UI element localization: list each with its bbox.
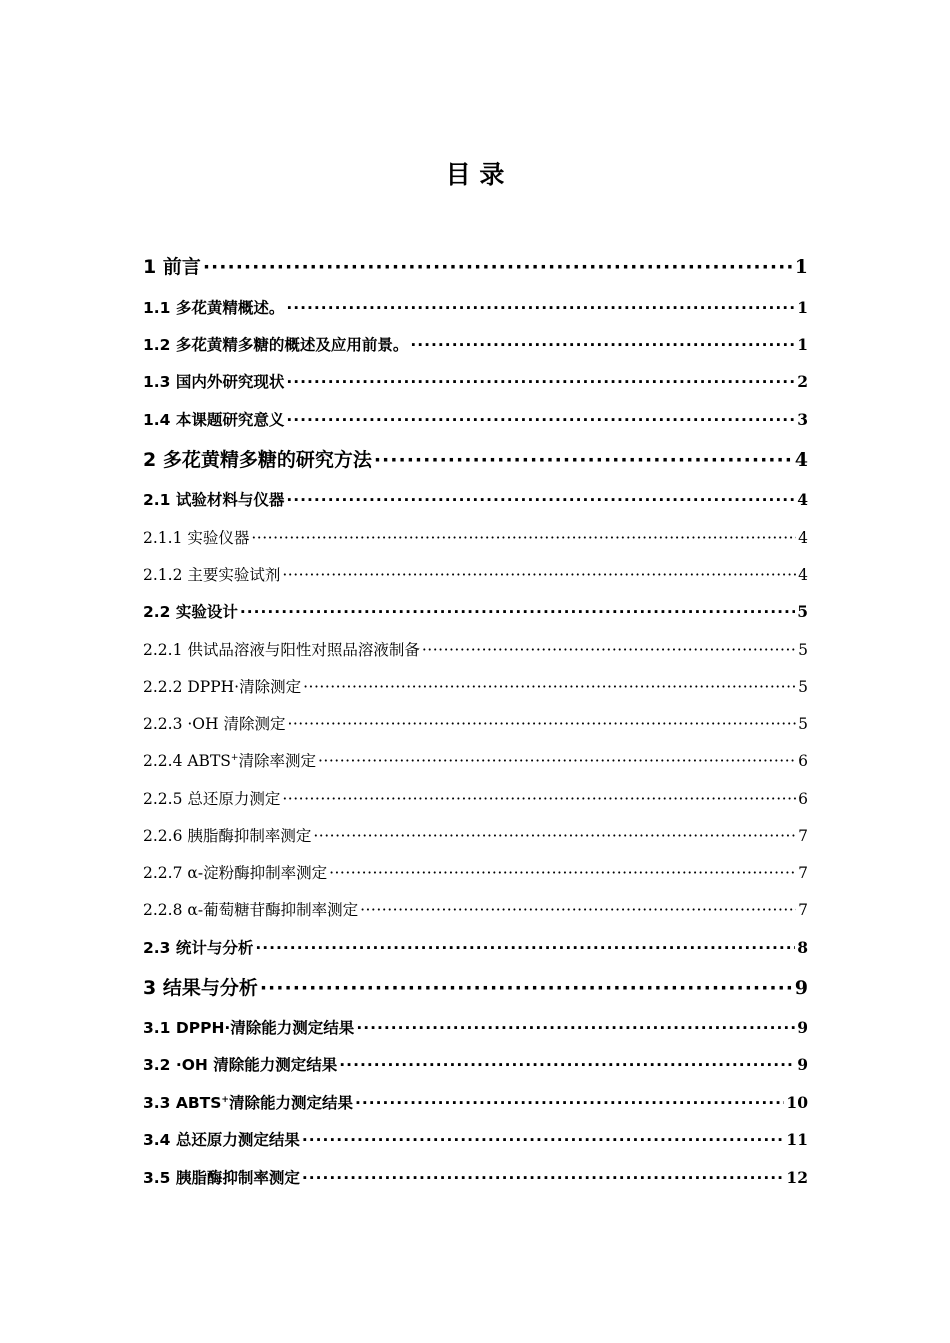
toc-entry-page: 5: [798, 715, 808, 733]
toc-entry-label: 3 结果与分析: [143, 977, 258, 999]
toc-entry-page: 11: [786, 1130, 808, 1149]
dot-leader: [282, 566, 796, 584]
toc-entry-label: 2.2.5 总还原力测定: [143, 790, 281, 808]
toc-entry-1-2[interactable]: [143, 333, 808, 355]
toc-entry-2-2[interactable]: [143, 600, 808, 622]
dot-leader: [240, 603, 795, 621]
toc-entry-1-1[interactable]: [143, 296, 808, 318]
superscript-plus: +: [221, 1095, 229, 1105]
toc-entry-page: 1: [797, 335, 808, 354]
toc-entry-1-3[interactable]: [143, 370, 808, 392]
toc-entry-2-2-4[interactable]: [143, 749, 808, 771]
toc-entry-3-1[interactable]: [143, 1016, 808, 1038]
toc-entry-page: 9: [797, 1055, 808, 1074]
toc-entry-page: 1: [797, 298, 808, 317]
toc-entry-page: 8: [797, 938, 808, 957]
dot-leader: [374, 449, 793, 471]
toc-entry-label: 2.2 实验设计: [143, 603, 238, 621]
toc-entry-label: 2.1.1 实验仪器: [143, 529, 250, 547]
toc-entry-label: 2.2.6 胰脂酶抑制率测定: [143, 827, 312, 845]
toc-entry-2-1-1[interactable]: [143, 526, 808, 548]
toc-entry-2-2-3[interactable]: [143, 712, 808, 734]
dot-leader: [355, 1094, 784, 1112]
toc-entry-2-1[interactable]: [143, 488, 808, 510]
toc-entry-page: 10: [786, 1093, 808, 1112]
dot-leader: [313, 827, 796, 845]
dot-leader: [286, 373, 795, 391]
toc-entry-2-2-5[interactable]: [143, 787, 808, 809]
dot-leader: [422, 641, 796, 659]
dot-leader: [251, 529, 796, 547]
toc-entry-3-5[interactable]: [143, 1166, 808, 1188]
toc-entry-label: 1.4 本课题研究意义: [143, 411, 285, 429]
dot-leader: [302, 1169, 785, 1187]
superscript-plus: +: [230, 753, 239, 763]
dot-leader: [356, 1019, 795, 1037]
toc-entry-label: 2.2.1 供试品溶液与阳性对照品溶液制备: [143, 641, 420, 659]
dot-leader: [287, 715, 796, 733]
toc-entry-2-2-1[interactable]: [143, 638, 808, 660]
toc-entry-page: 3: [797, 410, 808, 429]
toc-entry-3-3[interactable]: [143, 1091, 808, 1113]
toc-entry-2-2-6[interactable]: [143, 824, 808, 846]
toc-entry-page: 4: [794, 449, 808, 471]
toc-entry-page: 6: [798, 790, 808, 808]
dot-leader: [282, 790, 796, 808]
dot-leader: [260, 977, 793, 999]
toc-entry-2[interactable]: [143, 445, 808, 472]
toc-entry-page: 1: [794, 256, 808, 278]
toc-entry-page: 5: [798, 678, 808, 696]
toc-entry-label: 1 前言: [143, 256, 201, 278]
toc-entry-page: 6: [798, 752, 808, 770]
toc-entry-page: 9: [794, 977, 808, 999]
toc-entry-label: 2.2.3 ·OH 清除测定: [143, 715, 286, 733]
dot-leader: [286, 299, 795, 317]
toc-entry-2-3[interactable]: [143, 936, 808, 958]
dot-leader: [318, 752, 796, 770]
toc-entry-3-4[interactable]: [143, 1128, 808, 1150]
dot-leader: [303, 678, 796, 696]
toc-entry-1[interactable]: [143, 252, 808, 279]
dot-leader: [360, 901, 796, 919]
toc-entry-label: 2.2.8 α-葡萄糖苷酶抑制率测定: [143, 901, 359, 919]
toc-entry-label: 2.1.2 主要实验试剂: [143, 566, 281, 584]
toc-entry-page: 12: [786, 1168, 808, 1187]
toc-entry-page: 5: [797, 602, 808, 621]
dot-leader: [286, 411, 795, 429]
toc-entry-label: 1.2 多花黄精多糖的概述及应用前景。: [143, 336, 409, 354]
toc-entry-page: 7: [798, 901, 808, 919]
toc-entry-2-1-2[interactable]: [143, 563, 808, 585]
toc-entry-label: 3.4 总还原力测定结果: [143, 1131, 300, 1149]
toc-entry-label: 3.1 DPPH·清除能力测定结果: [143, 1019, 355, 1037]
toc-entry-page: 4: [797, 490, 808, 509]
page-title: 目 录: [445, 160, 505, 189]
toc-entry-label: 2.2.7 α-淀粉酶抑制率测定: [143, 864, 328, 882]
toc-entry-page: 4: [798, 529, 808, 547]
dot-leader: [410, 336, 795, 354]
dot-leader: [339, 1056, 795, 1074]
toc-entry-label: 2 多花黄精多糖的研究方法: [143, 449, 372, 471]
toc-entry-page: 9: [797, 1018, 808, 1037]
toc-entry-2-2-2[interactable]: [143, 675, 808, 697]
toc-entry-2-2-8[interactable]: [143, 898, 808, 920]
toc-entry-1-4[interactable]: [143, 408, 808, 430]
dot-leader: [302, 1131, 785, 1149]
dot-leader: [203, 256, 793, 278]
toc-entry-2-2-7[interactable]: [143, 861, 808, 883]
toc-entry-page: 2: [797, 372, 808, 391]
dot-leader: [329, 864, 796, 882]
toc-entry-page: 4: [798, 566, 808, 584]
toc-entry-label: 1.3 国内外研究现状: [143, 373, 285, 391]
toc-entry-label: 2.2.4 ABTS+清除率测定: [143, 752, 316, 770]
toc-entry-page: 5: [798, 641, 808, 659]
toc-entry-page: 7: [798, 864, 808, 882]
toc-entry-label: 1.1 多花黄精概述。: [143, 299, 285, 317]
dot-leader: [255, 939, 795, 957]
toc-entry-label: 3.5 胰脂酶抑制率测定: [143, 1169, 300, 1187]
toc-entry-label: 2.2.2 DPPH·清除测定: [143, 678, 302, 696]
dot-leader: [286, 491, 795, 509]
toc-entry-label: 2.1 试验材料与仪器: [143, 491, 285, 509]
toc-entry-3-2[interactable]: [143, 1053, 808, 1075]
toc-entry-3[interactable]: [143, 973, 808, 1000]
toc-entry-label: 2.3 统计与分析: [143, 939, 254, 957]
toc-entry-label: 3.3 ABTS+清除能力测定结果: [143, 1094, 353, 1112]
toc-entry-label: 3.2 ·OH 清除能力测定结果: [143, 1056, 338, 1074]
toc-entry-page: 7: [798, 827, 808, 845]
